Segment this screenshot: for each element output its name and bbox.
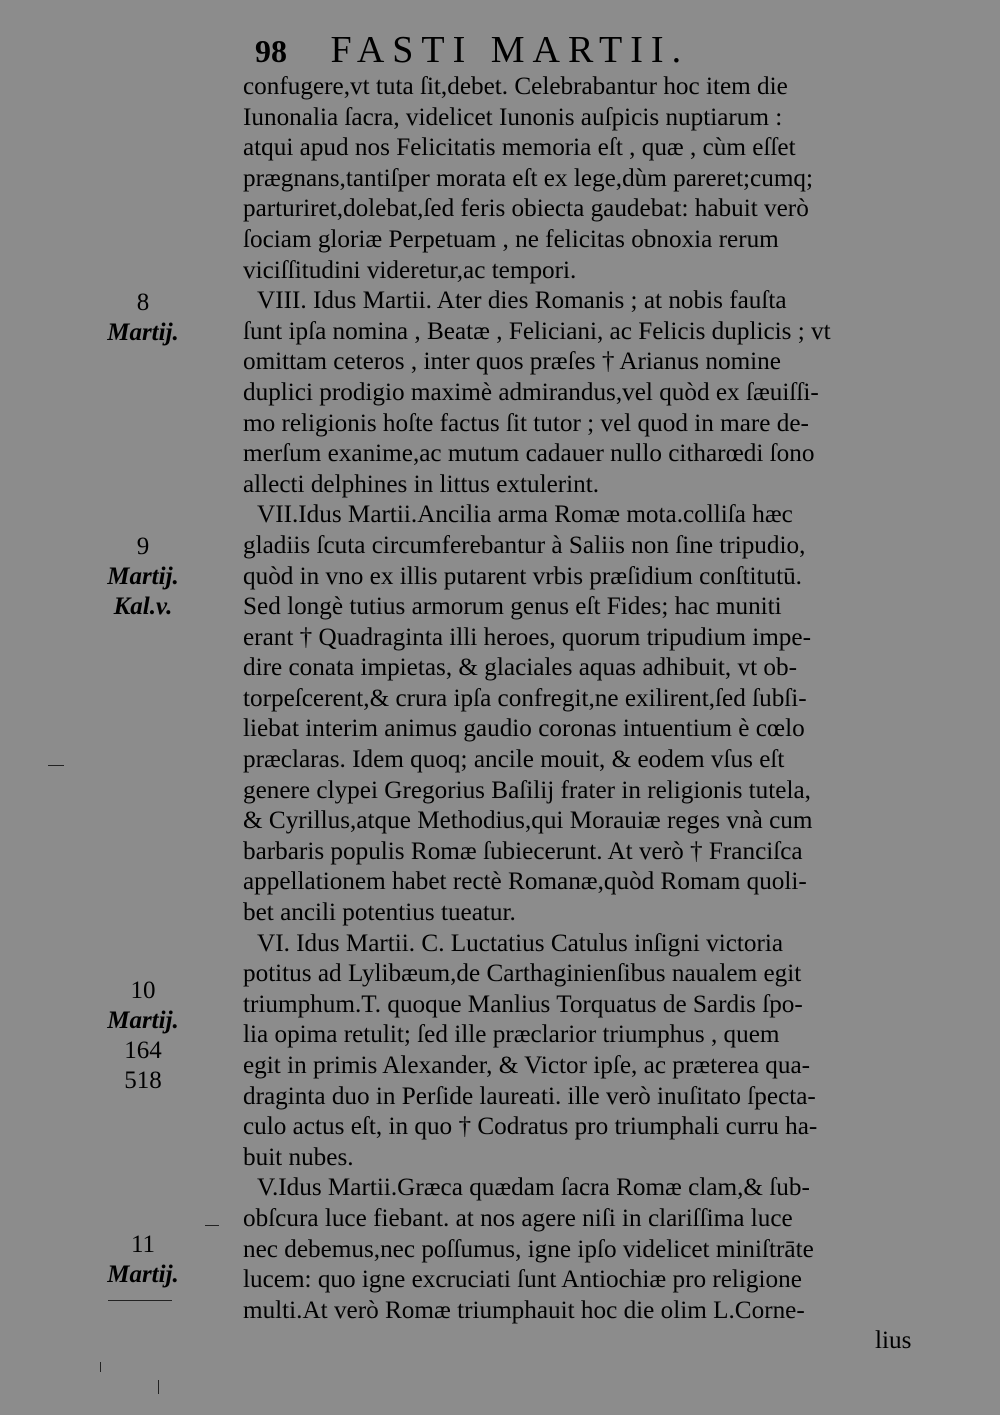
text-line: lia opima retulit; ſed ille præclarior triumphus , quem: [243, 1021, 780, 1049]
text-line: multi.At verò Romæ triumphauit hoc die olim L.Corne-: [243, 1296, 805, 1324]
margin-date-label: Martij.: [107, 563, 179, 590]
text-line: ſociam gloriæ Perpetuam , ne felicitas obnoxia rerum: [243, 225, 779, 253]
margin-year-1: 164: [124, 1037, 162, 1064]
scan-mark: [158, 1380, 159, 1394]
text-line: prægnans,tantiſper morata eſt ex lege,dùm pareret;cumq;: [243, 164, 814, 192]
text-line: mo religionis hoſte factus ſit tutor ; vel quod in mare de-: [243, 409, 809, 437]
margin-date-label: Martij.: [107, 1261, 179, 1288]
text-line: Iunonalia ſacra, videlicet Iunonis auſpicis nuptiarum :: [243, 103, 783, 131]
text-line: torpeſcerent,& crura ipſa confregit,ne exilirent,ſed ſubſi-: [243, 684, 807, 712]
text-line: obſcura luce fiebant. at nos agere niſi in clariſſima luce: [243, 1204, 793, 1232]
text-line: duplici prodigio maximè admirandus,vel quòd ex ſæuiſſi-: [243, 378, 819, 406]
text-line: gladiis ſcuta circumferebantur à Saliis non ſine tripudio,: [243, 531, 806, 559]
text-line: culo actus eſt, in quo † Codratus pro triumphali curru ha-: [243, 1113, 818, 1141]
text-line: draginta duo in Perſide laureati. ille verò inuſitato ſpecta-: [243, 1082, 816, 1110]
text-line: VII.Idus Martii.Ancilia arma Romæ mota.colliſa hæc: [257, 501, 793, 529]
text-line: nec debemus,nec poſſumus, igne ipſo videlicet miniſtrāte: [243, 1235, 814, 1263]
text-line: buit nubes.: [243, 1143, 354, 1171]
text-line: parturiret,dolebat,ſed feris obiecta gaudebat: habuit verò: [243, 195, 809, 223]
body-text: [243, 72, 968, 1357]
text-line: VIII. Idus Martii. Ater dies Romanis ; at nobis fauſta: [257, 287, 787, 315]
margin-note-9-martii: [78, 532, 208, 622]
margin-date-number: 11: [130, 1231, 156, 1258]
text-line: lucem: quo igne excruciati ſunt Antiochiæ pro religione: [243, 1266, 802, 1294]
margin-year-2: 518: [124, 1067, 162, 1094]
margin-date-label: Martij.: [107, 319, 179, 346]
scan-mark: [48, 765, 64, 766]
text-line: Sed longè tutius armorum genus eſt Fides; hac muniti: [243, 593, 782, 621]
text-line: liebat interim animus gaudio coronas intuentium è cœlo: [243, 715, 805, 743]
text-line: præclaras. Idem quoq; ancile mouit, & eodem vſus eſt: [243, 746, 785, 774]
catchword: lius: [875, 1327, 912, 1355]
page-number: 98: [255, 33, 287, 69]
margin-date-number: 9: [136, 533, 150, 560]
page-header: [255, 28, 975, 72]
text-line: appellationem habet rectè Romanæ,quòd Romam quoli-: [243, 868, 807, 896]
text-line: barbaris populis Romæ ſubiecerunt. At verò † Franciſca: [243, 837, 803, 865]
text-line: dire conata impietas, & glaciales aquas adhibuit, vt ob-: [243, 654, 797, 682]
text-line: triumphum.T. quoque Manlius Torquatus de Sardis ſpo-: [243, 990, 803, 1018]
running-title: FASTI MARTII.: [330, 29, 690, 71]
text-line: & Cyrillus,atque Methodius,qui Morauiæ reges vnà cum: [243, 807, 813, 835]
text-line: viciſſitudini videretur,ac tempori.: [243, 256, 577, 284]
text-line: V.Idus Martii.Græca quædam ſacra Romæ clam,& ſub-: [257, 1174, 810, 1202]
scan-mark: [108, 1300, 172, 1301]
text-line: confugere,vt tuta ſit,debet. Celebrabantur hoc item die: [243, 73, 788, 100]
text-line: quòd in vno ex illis putarent vrbis præſidium conſtitutū.: [243, 562, 802, 590]
margin-date-number: 8: [136, 289, 150, 316]
text-line: egit in primis Alexander, & Victor ipſe, ac præterea qua-: [243, 1052, 811, 1079]
text-line: allecti delphines in littus extulerint.: [243, 470, 600, 498]
margin-note-11-martii: [78, 1230, 208, 1290]
margin-date-label: Martij.: [107, 1007, 179, 1034]
text-line: potitus ad Lylibæum,de Carthaginienſibus naualem egit: [243, 960, 802, 988]
scan-mark: [100, 1362, 101, 1372]
text-line: atqui apud nos Felicitatis memoria eſt , quæ , cùm eſſet: [243, 134, 796, 162]
margin-note-8-martii: [78, 288, 208, 348]
margin-date-kalends: Kal.v.: [113, 593, 173, 620]
text-line: merſum exanime,ac mutum cadauer nullo citharœdi ſono: [243, 440, 815, 468]
margin-date-number: 10: [130, 977, 156, 1004]
text-line: erant † Quadraginta illi heroes, quorum tripudium impe-: [243, 623, 811, 651]
text-line: VI. Idus Martii. C. Luctatius Catulus inſigni victoria: [257, 929, 784, 957]
text-line: bet ancili potentius tueatur.: [243, 899, 516, 927]
text-line: omittam ceteros , inter quos præſes † Arianus nomine: [243, 348, 781, 376]
margin-note-10-martii: [78, 976, 208, 1096]
text-line: ſunt ipſa nomina , Beatæ , Feliciani, ac Felicis duplicis ; vt: [243, 317, 831, 345]
text-line: genere clypei Gregorius Baſilij frater in religionis tutela,: [243, 776, 811, 804]
scan-mark: [205, 1225, 219, 1226]
